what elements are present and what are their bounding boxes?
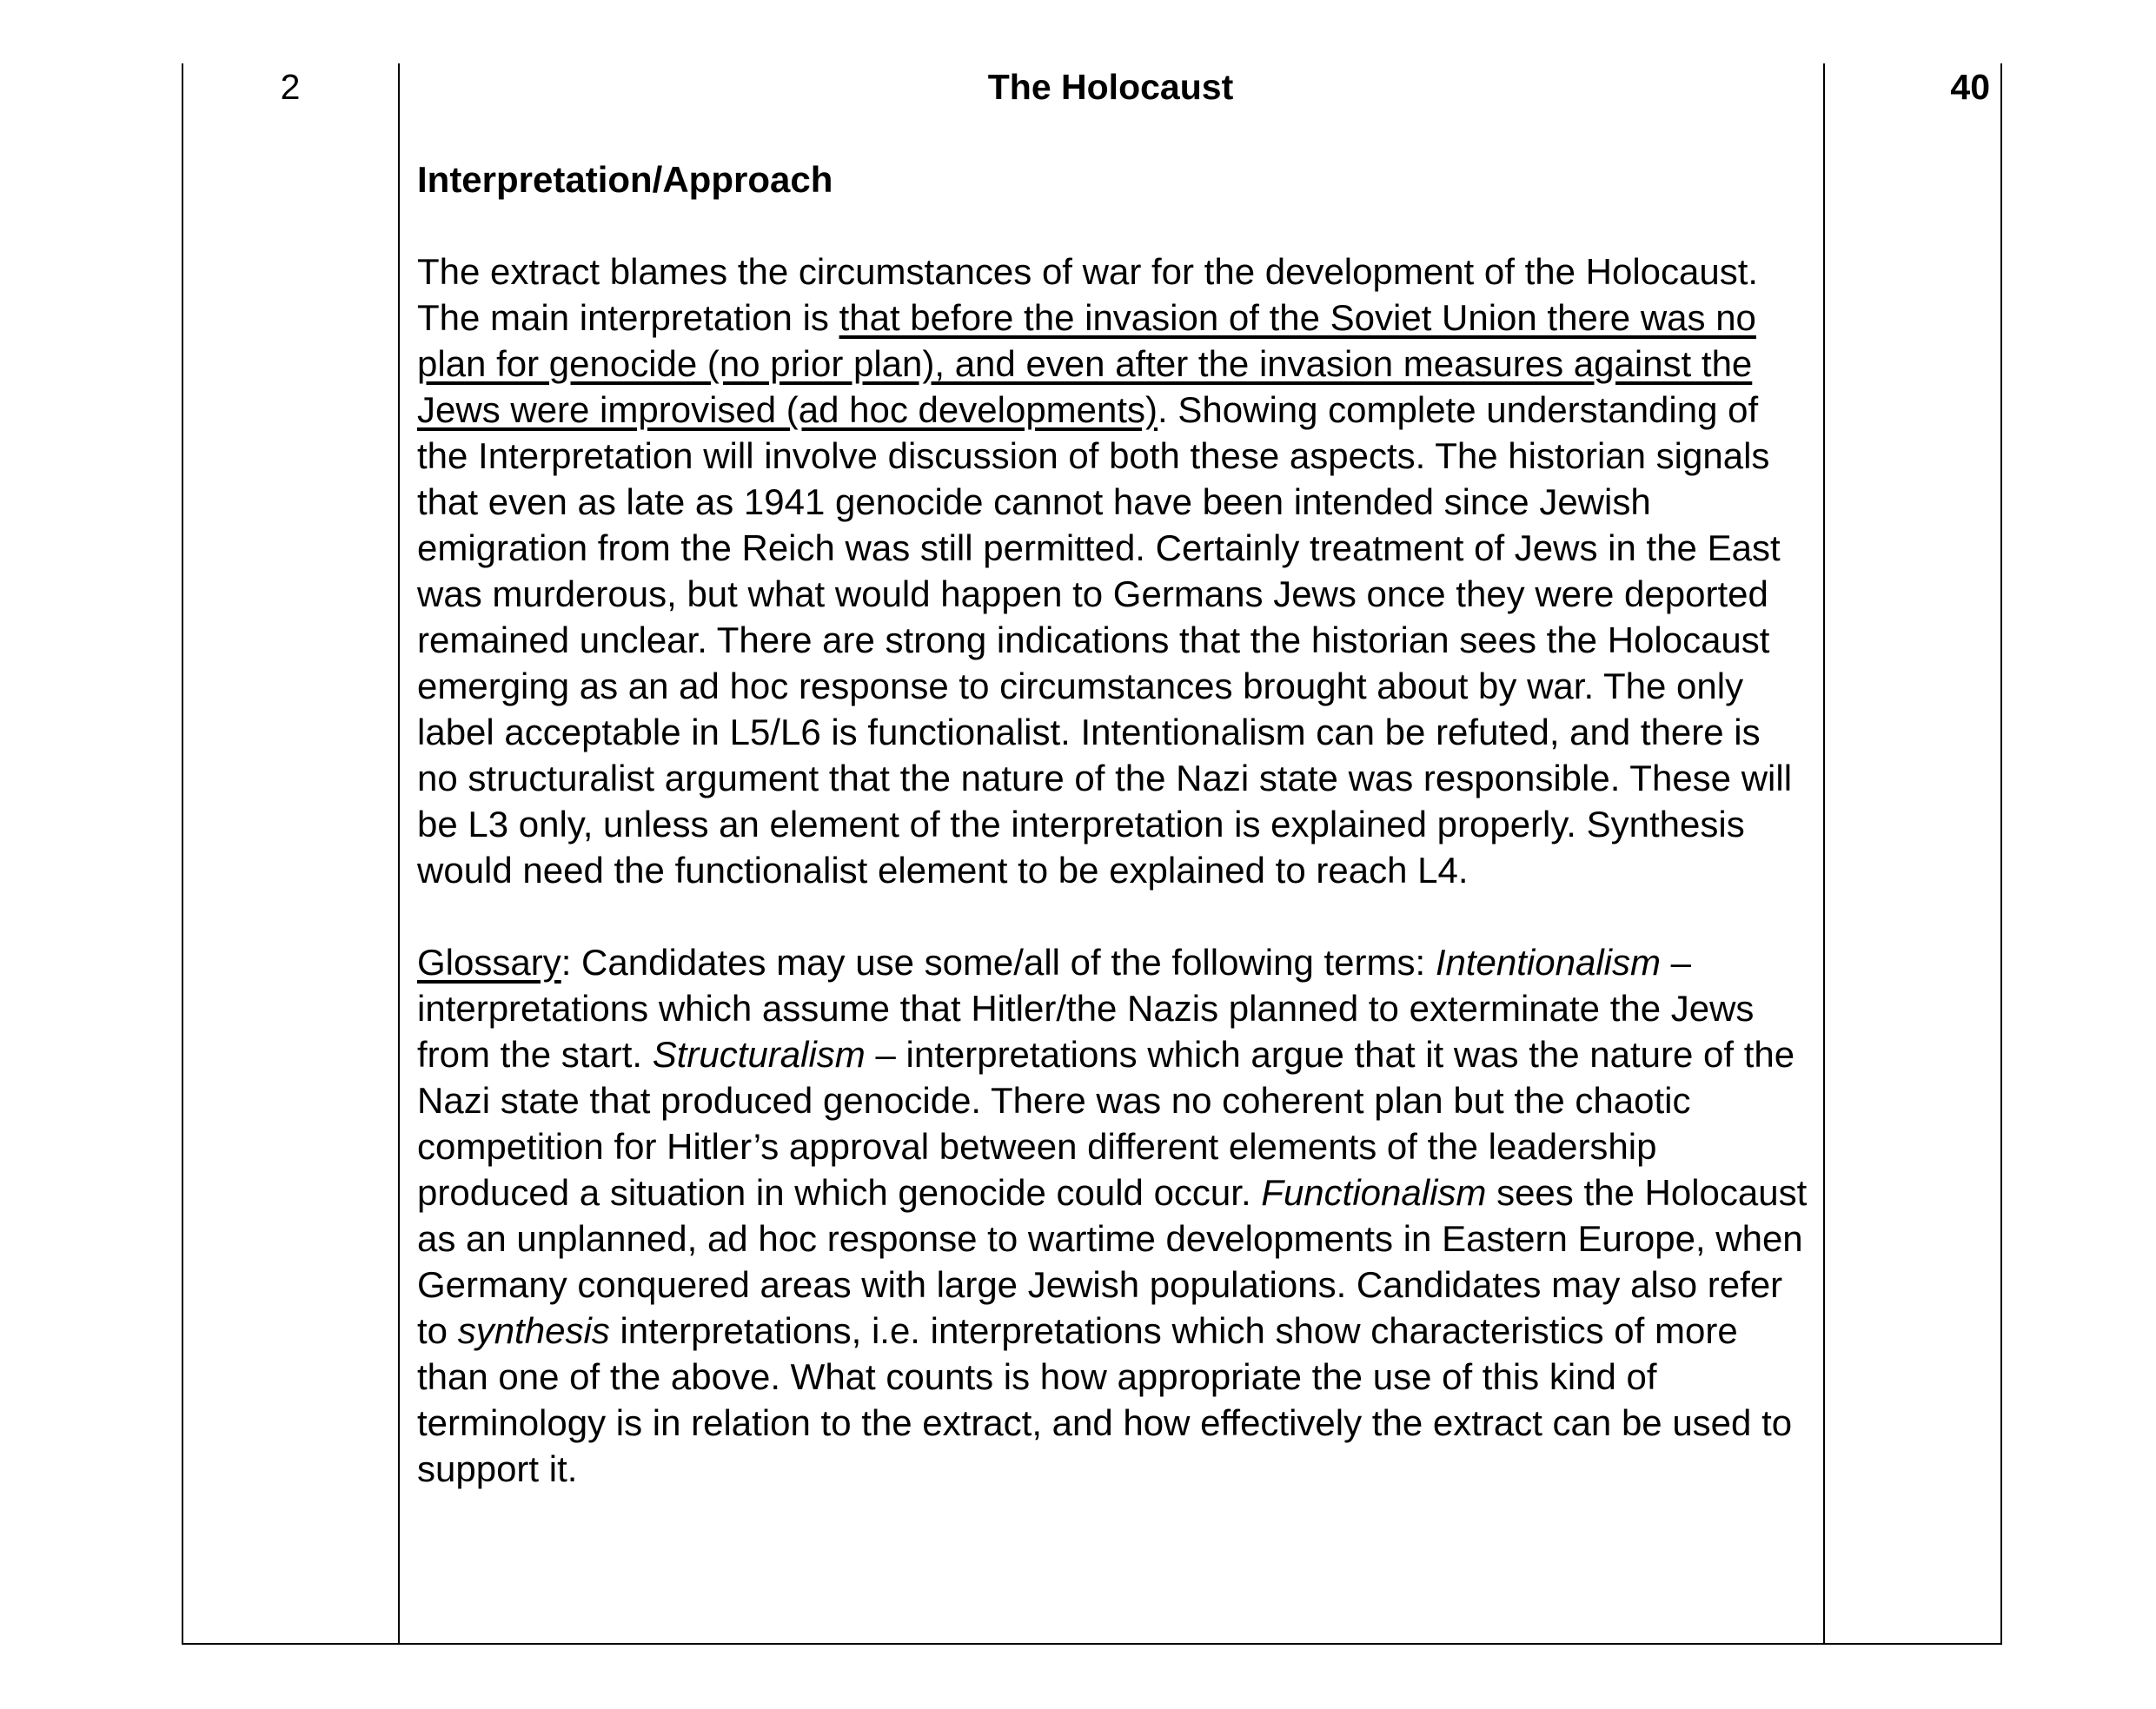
interpretation-lead: The extract blames the circumstances of war for the development of the Holocaust. The main interpretation is bbox=[417, 251, 1759, 338]
term-synthesis: synthesis bbox=[457, 1310, 610, 1351]
definition-structuralism: – interpretations which argue that it was the nature of the Nazi state that produced genocide. There was no coherent plan but the chaotic competition for Hitler’s approval between different elements of the leadership produced a situation in which genocide could occur. bbox=[417, 1034, 1795, 1213]
section-heading: Interpretation/Approach bbox=[417, 159, 833, 200]
definition-intentionalism: – interpretations which assume that Hitler/the Nazis planned to exterminate the Jews from the start. bbox=[417, 942, 1755, 1075]
table-border-left bbox=[182, 63, 183, 1645]
term-functionalism: Functionalism bbox=[1261, 1172, 1487, 1213]
column-divider-question bbox=[398, 63, 400, 1645]
interpretation-key-point: that before the invasion of the Soviet Union there was no plan for genocide (no prior plan), and even after the invasion measures against the Jews were improvised (ad hoc developments) bbox=[417, 297, 1756, 430]
interpretation-paragraph bbox=[417, 248, 1808, 893]
table-border-right bbox=[2000, 63, 2002, 1645]
term-structuralism: Structuralism bbox=[652, 1034, 866, 1075]
glossary-label: Glossary bbox=[417, 942, 561, 983]
glossary-intro: : Candidates may use some/all of the following terms: bbox=[561, 942, 1436, 983]
question-title: The Holocaust bbox=[987, 67, 1234, 107]
answer-guidance bbox=[417, 156, 1808, 1492]
spacer bbox=[417, 893, 1808, 939]
marks-total: 40 bbox=[1950, 67, 1990, 107]
spacer bbox=[417, 202, 1808, 248]
term-intentionalism: Intentionalism bbox=[1435, 942, 1661, 983]
glossary-paragraph bbox=[417, 939, 1808, 1492]
column-divider-marks bbox=[1823, 63, 1825, 1645]
interpretation-rest: . Showing complete understanding of the Interpretation will involve discussion of both these aspects. The historian signals that even as late as 1941 genocide cannot have been intended since Jewish emigration from the Reich was still permitted. Certainly treatment of Jews in the East was murderous, but what would happen to Germans Jews once they were deported remained unclear. There are strong indications that the historian sees the Holocaust emerging as an ad hoc response to circumstances brought about by war. The only label acceptable in L5/L6 is functionalist. Intentionalism can be refuted, and there is no structuralist argument that the nature of the Nazi state was responsible. These will be L3 only, unless an element of the interpretation is explained properly. Synthesis would need the functionalist element to be explained to reach L4. bbox=[417, 389, 1793, 891]
table-border-bottom bbox=[182, 1643, 2002, 1645]
question-number: 2 bbox=[280, 67, 301, 107]
definition-functionalism: sees the Holocaust as an unplanned, ad hoc response to wartime developments in Eastern Europe, when Germany conquered areas with large Jewish populations. Candidates may also refer to bbox=[417, 1172, 1808, 1351]
definition-synthesis: interpretations, i.e. interpretations which show characteristics of more than one of the above. What counts is how appropriate the use of this kind of terminology is in relation to the extract, and how effectively the extract can be used to support it. bbox=[417, 1310, 1793, 1489]
